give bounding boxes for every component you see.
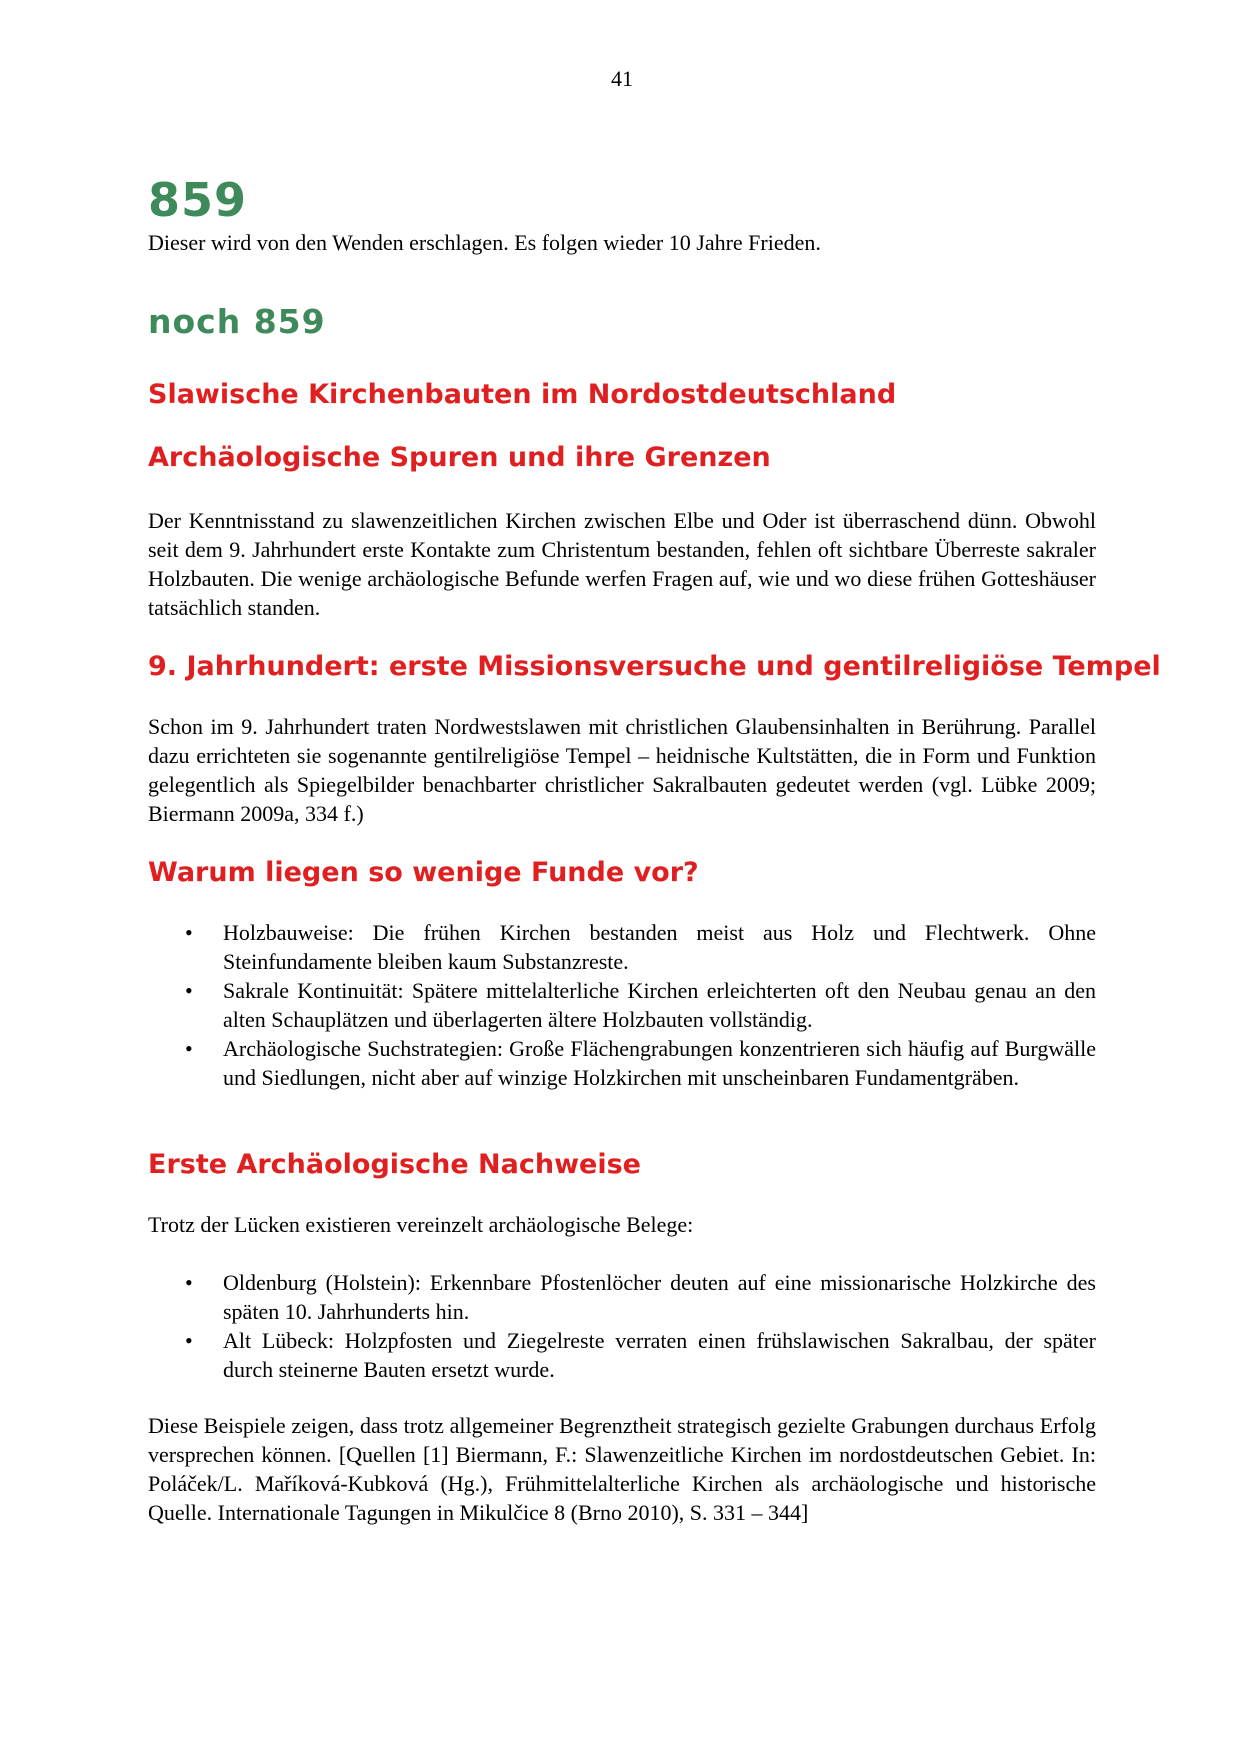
closing-paragraph: Diese Beispiele zeigen, dass trotz allgemeiner Begrenztheit strategisch gezielte Grabungen durchaus Erfolg versprechen können. [Quellen [1] Biermann, F.: Slawenzeitliche Kirchen im nordostdeutschen Gebiet. In: Poláček/L. Maříková-Kubková (Hg.), Frühmittelalterliche Kirchen als archäologische und historische Quelle. Internationale Tagungen in Mikulčice 8 (Brno 2010), S. 331 – 344] xyxy=(148,1413,1096,1525)
bullet-icon: • xyxy=(185,1036,193,1061)
bullet-icon: • xyxy=(185,978,193,1003)
evidence-list xyxy=(148,1268,1096,1384)
few-finds-list xyxy=(148,918,1096,1092)
list-item-text: Sakrale Kontinuität: Spätere mittelalterliche Kirchen erleichterten oft den Neubau genau an den alten Schauplätzen und überlagerten ältere Holzbauten vollständig. xyxy=(223,978,1096,1032)
paragraph-knowledge-state: Der Kenntnisstand zu slawenzeitlichen Kirchen zwischen Elbe und Oder ist überraschend dünn. Obwohl seit dem 9. Jahrhundert erste Kontakte zum Christentum bestanden, fehlen oft sichtbare Überreste sakraler Holzbauten. Die wenige archäologische Befunde werfen Fragen auf, wie und wo diese frühen Gotteshäuser tatsächlich standen. xyxy=(148,508,1096,620)
list-item xyxy=(148,1034,1096,1092)
list-item-text: Holzbauweise: Die frühen Kirchen bestanden meist aus Holz und Flechtwerk. Ohne Steinfundamente bleiben kaum Substanzreste. xyxy=(223,920,1096,974)
bullet-icon: • xyxy=(185,920,193,945)
page-number: 41 xyxy=(611,66,633,91)
list-item-text: Oldenburg (Holstein): Erkennbare Pfostenlöcher deuten auf eine missionarische Holzkirche des späten 10. Jahrhunderts hin. xyxy=(223,1270,1096,1324)
list-item xyxy=(148,976,1096,1034)
list-item xyxy=(148,918,1096,976)
article-subtitle: Archäologische Spuren und ihre Grenzen xyxy=(148,442,771,473)
section-heading-few-finds: Warum liegen so wenige Funde vor? xyxy=(148,857,699,888)
paragraph-9th-century: Schon im 9. Jahrhundert traten Nordwestslawen mit christlichen Glaubensinhalten in Berührung. Parallel dazu errichteten sie sogenannte gentilreligiöse Tempel – heidnische Kultstätten, die in Form und Funktion gelegentlich als Spiegelbilder benachbarter christlicher Sakralbauten gedeutet werden (vgl. Lübke 2009; Biermann 2009a, 334 f.) xyxy=(148,714,1096,826)
list-item-text: Alt Lübeck: Holzpfosten und Ziegelreste verraten einen frühslawischen Sakralbau, der später durch steinerne Bauten ersetzt wurde. xyxy=(223,1328,1096,1382)
intro-paragraph: Dieser wird von den Wenden erschlagen. Es folgen wieder 10 Jahre Frieden. xyxy=(148,230,821,255)
list-item-text: Archäologische Suchstrategien: Große Flächengrabungen konzentrieren sich häufig auf Burgwälle und Siedlungen, nicht aber auf winzige Holzkirchen mit unscheinbaren Fundamentgräben. xyxy=(223,1036,1096,1090)
list-item xyxy=(148,1268,1096,1326)
section-heading-first-evidence: Erste Archäologische Nachweise xyxy=(148,1149,641,1180)
article-title: Slawische Kirchenbauten im Nordostdeutschland xyxy=(148,379,897,410)
bullet-icon: • xyxy=(185,1328,193,1353)
evidence-intro-paragraph: Trotz der Lücken existieren vereinzelt archäologische Belege: xyxy=(148,1212,694,1237)
section-heading-9th-century: 9. Jahrhundert: erste Missionsversuche und gentilreligiöse Tempel xyxy=(148,651,1161,682)
list-item xyxy=(148,1326,1096,1384)
sub-year-heading: noch 859 xyxy=(148,302,326,341)
bullet-icon: • xyxy=(185,1270,193,1295)
year-heading: 859 xyxy=(148,173,248,227)
